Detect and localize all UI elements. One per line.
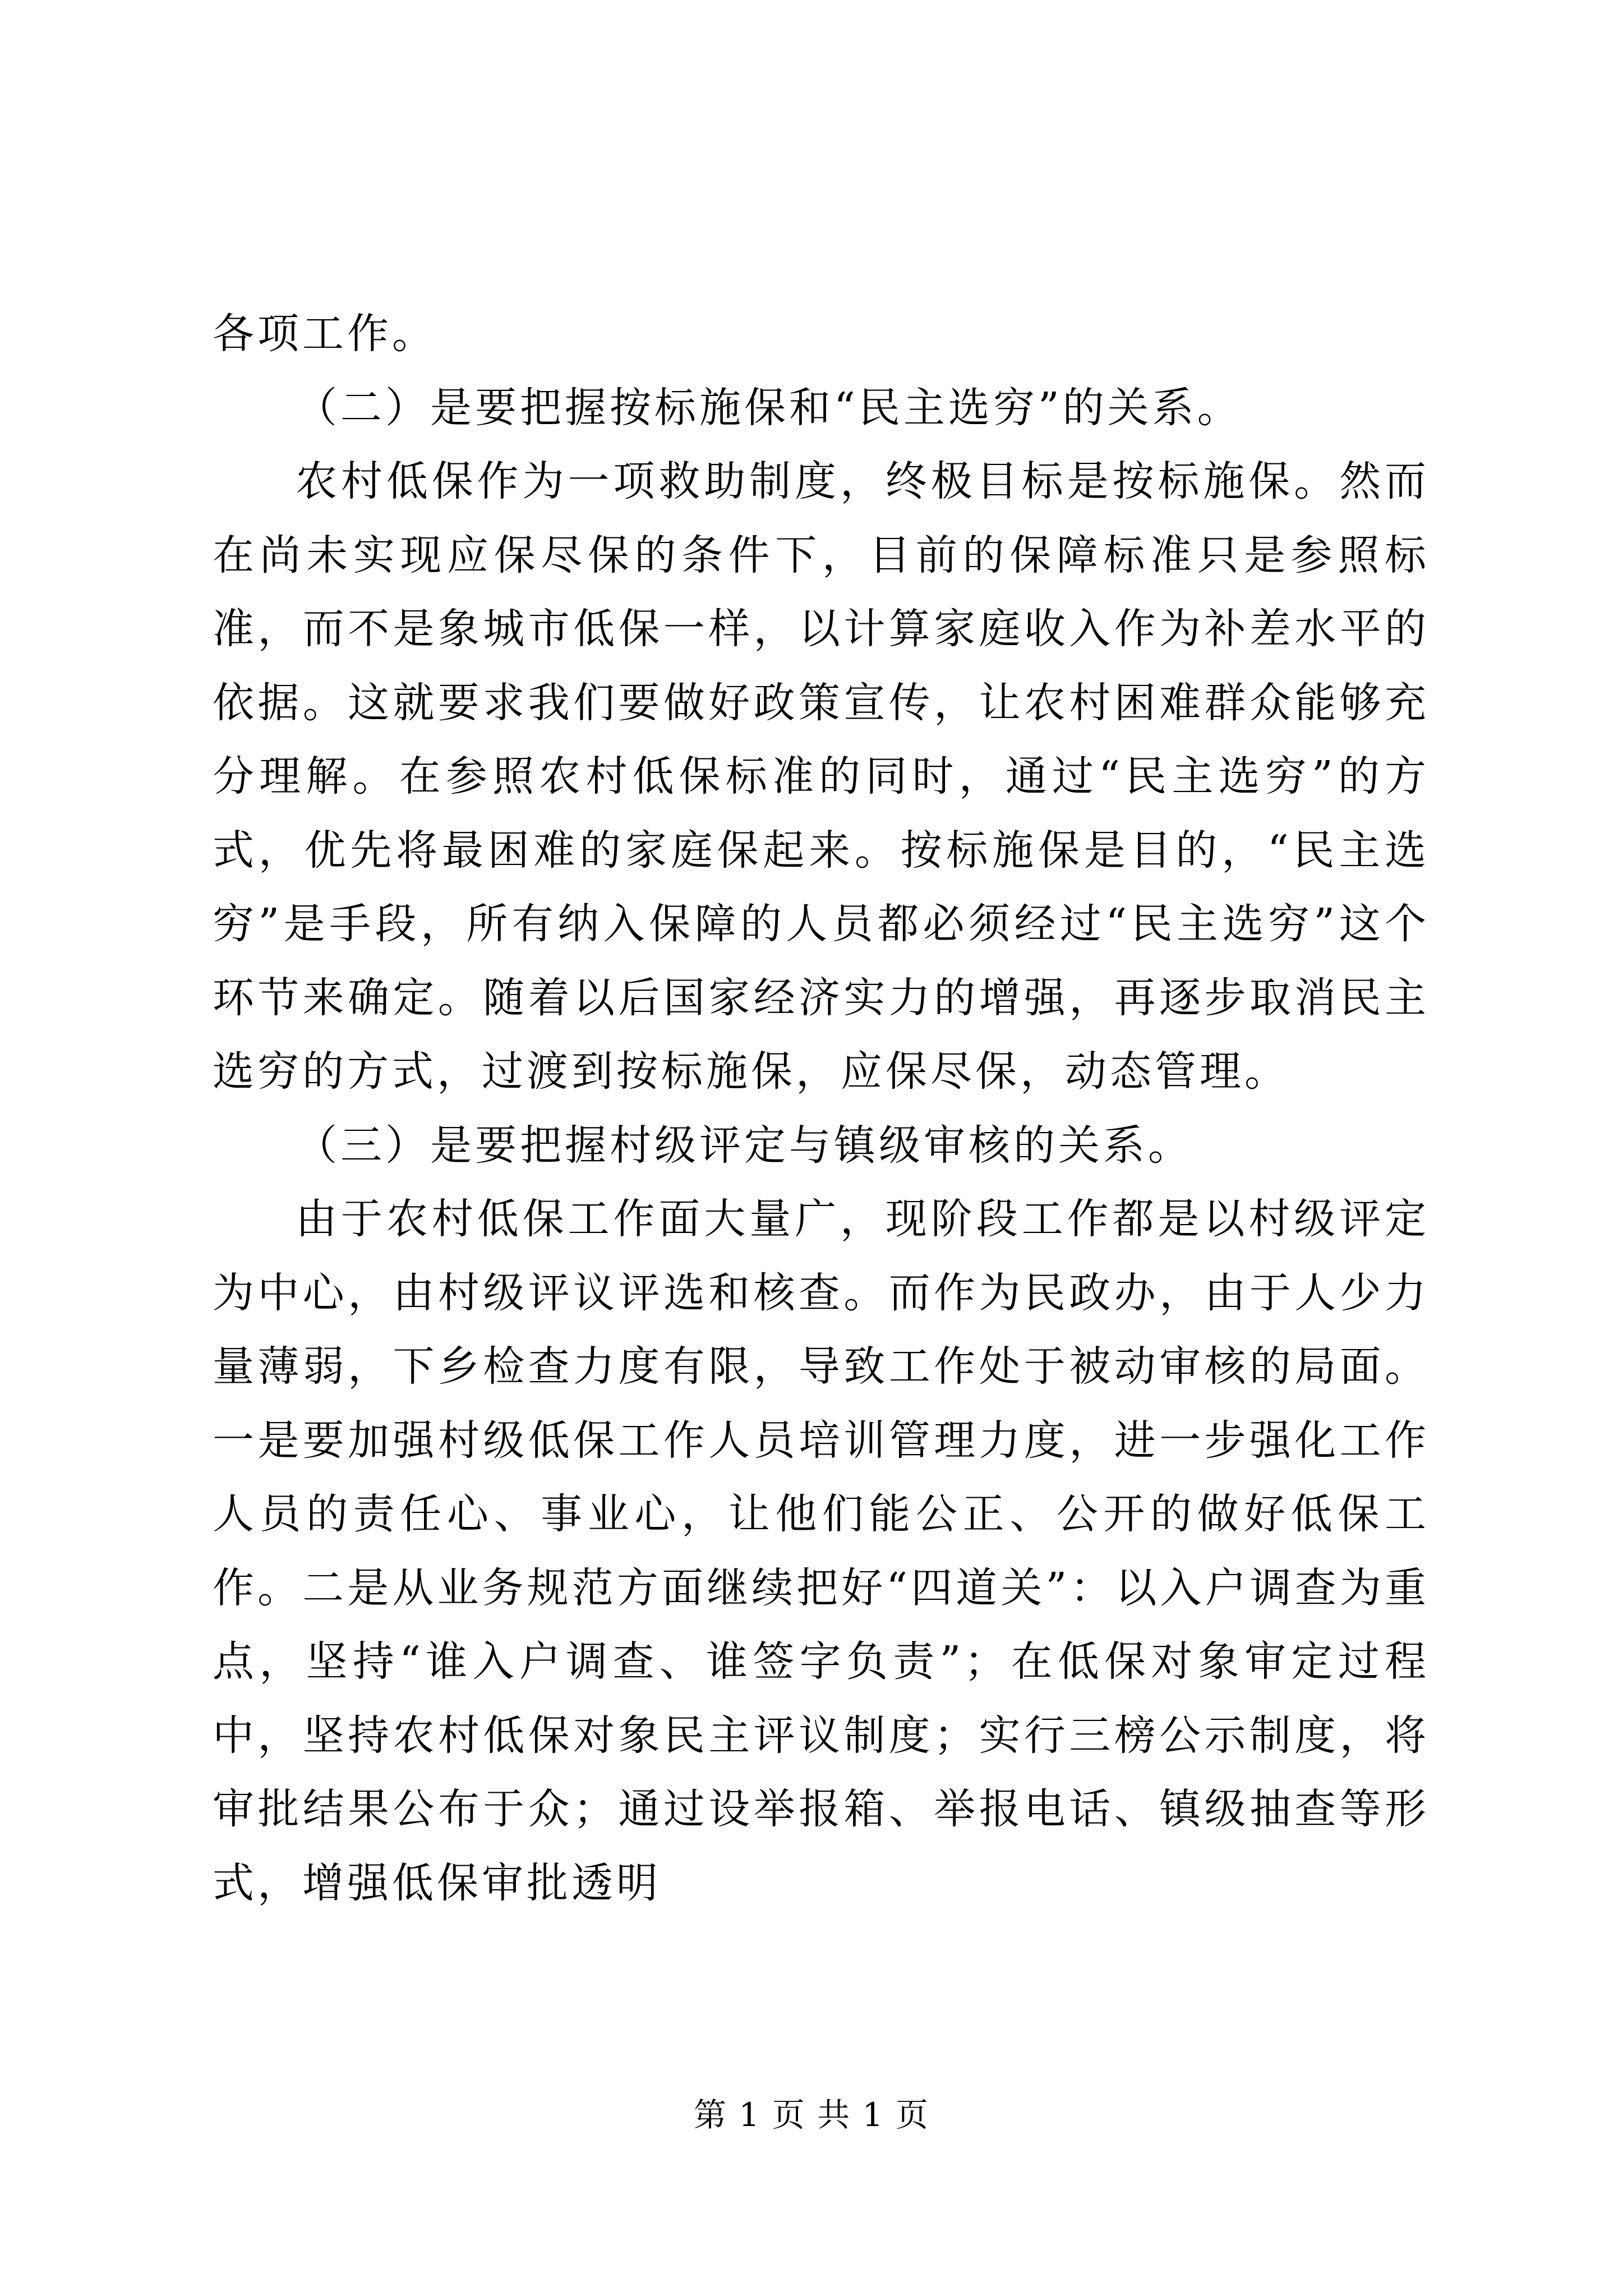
document-body	[213, 297, 1430, 1920]
section-heading-3: （三）是要把握村级评定与镇级审核的关系。	[296, 1121, 1193, 1170]
paragraph-continuation: 各项工作。	[213, 310, 437, 358]
paragraph-standards: 农村低保作为一项救助制度，终极目标是按标施保。然而在尚未实现应保尽保的条件下，目前的保障标准只是参照标准，而不是象城市低保一样，以计算家庭收入作为补差水平的依据。这就要求我们要做好政策宣传，让农村困难群众能够充分理解。在参照农村低保标准的同时，通过“民主选穷”的方式，优先将最困难的家庭保起来。按标施保是目的，“民主选穷”是手段，所有纳入保障的人员都必须经过“民主选穷”这个环节来确定。随着以后国家经济实力的增强，再逐步取消民主选穷的方式，过渡到按标施保，应保尽保，动态管理。	[213, 457, 1430, 1096]
section-heading-2: （二）是要把握按标施保和“民主选穷”的关系。	[296, 383, 1242, 432]
paragraph-village-review: 由于农村低保工作面大量广，现阶段工作都是以村级评定为中心，由村级评议评选和核查。而作为民政办，由于人少力量薄弱，下乡检查力度有限，导致工作处于被动审核的局面。一是要加强村级低保工作人员培训管理力度，进一步强化工作人员的责任心、事业心，让他们能公正、公开的做好低保工作。二是从业务规范方面继续把好“四道关”：以入户调查为重点，坚持“谁入户调查、谁签字负责”；在低保对象审定过程中，坚持农村低保对象民主评议制度；实行三榜公示制度，将审批结果公布于众；通过设举报箱、举报电话、镇级抽查等形式，增强低保审批透明	[213, 1195, 1430, 1907]
page-footer: 第 1 页 共 1 页	[694, 2096, 929, 2134]
